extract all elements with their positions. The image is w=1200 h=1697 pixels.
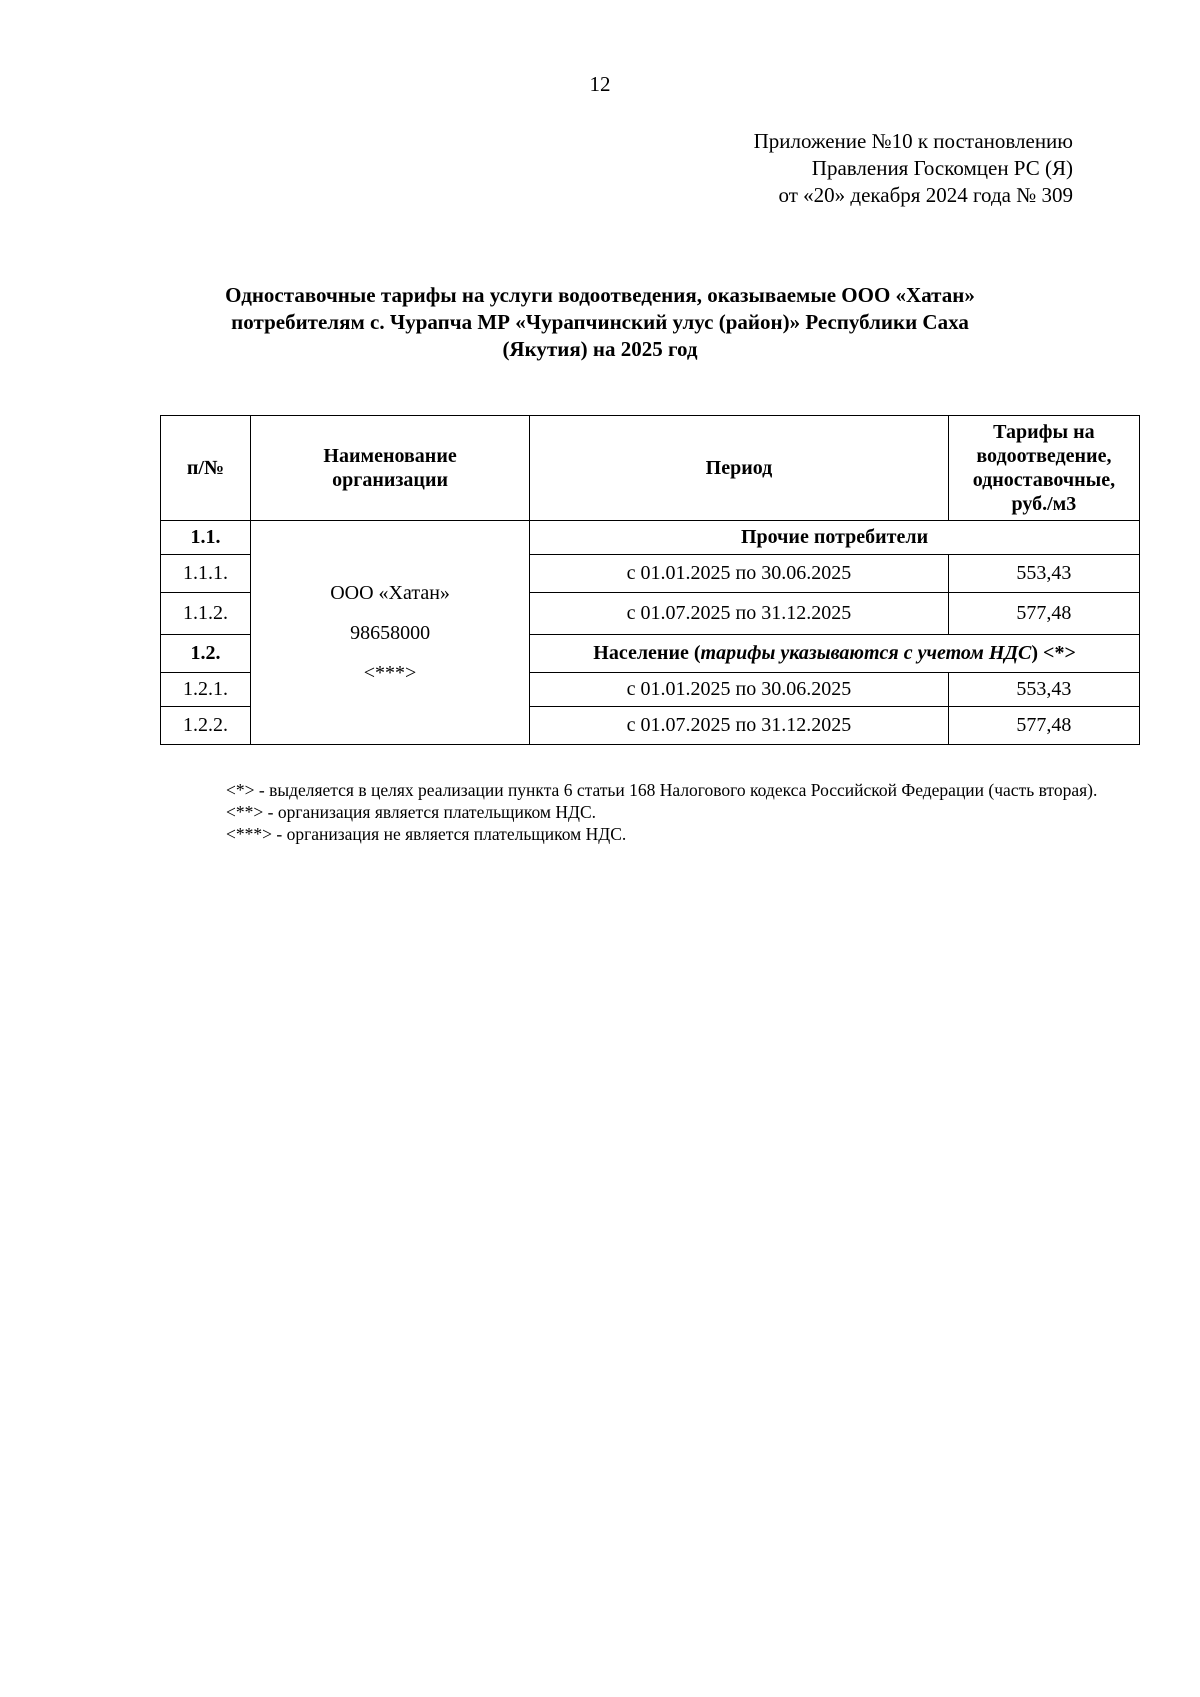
appendix-line-3: от «20» декабря 2024 года № 309 bbox=[778, 183, 1073, 207]
row-num: 1.1.1. bbox=[161, 555, 251, 593]
row-tariff: 553,43 bbox=[948, 673, 1139, 707]
title-line-2: потребителям с. Чурапча МР «Чурапчинский улус (район)» Республики Саха bbox=[231, 310, 969, 334]
row-period: с 01.01.2025 по 30.06.2025 bbox=[530, 673, 949, 707]
row-period: с 01.07.2025 по 31.12.2025 bbox=[530, 593, 949, 635]
row-tariff: 577,48 bbox=[948, 707, 1139, 745]
row-tariff: 553,43 bbox=[948, 555, 1139, 593]
page-number: 12 bbox=[589, 72, 611, 96]
table-row-section bbox=[161, 521, 1140, 555]
document-title bbox=[160, 282, 1040, 363]
title-line-1: Одноставочные тарифы на услуги водоотведения, оказываемые ООО «Хатан» bbox=[225, 283, 975, 307]
footnotes bbox=[170, 779, 1120, 845]
appendix-line-1: Приложение №10 к постановлению bbox=[753, 129, 1073, 153]
organization-code: 98658000 bbox=[350, 621, 431, 644]
row-num: 1.1.2. bbox=[161, 593, 251, 635]
footnote-3: <***> - организация не является плательщиком НДС. bbox=[226, 824, 627, 844]
section-label: Прочие потребители bbox=[530, 521, 1140, 555]
table-header-row bbox=[161, 416, 1140, 521]
row-period: с 01.07.2025 по 31.12.2025 bbox=[530, 707, 949, 745]
header-org-line-1: Наименование bbox=[323, 445, 457, 467]
header-tariff-line-2: водоотведение, bbox=[976, 445, 1112, 467]
header-tariff-line-4: руб./м3 bbox=[1011, 493, 1077, 515]
row-period: с 01.01.2025 по 30.06.2025 bbox=[530, 555, 949, 593]
appendix-reference bbox=[754, 128, 1073, 209]
section-label bbox=[530, 635, 1140, 673]
header-period: Период bbox=[530, 416, 949, 521]
header-tariff-line-3: одноставочные, bbox=[972, 469, 1116, 491]
section-label-end: ) <*> bbox=[1031, 642, 1076, 664]
section-num: 1.1. bbox=[161, 521, 251, 555]
title-line-3: (Якутия) на 2025 год bbox=[502, 337, 698, 361]
organization-cell bbox=[251, 521, 530, 745]
appendix-line-2: Правления Госкомцен РС (Я) bbox=[811, 156, 1073, 180]
section-num: 1.2. bbox=[161, 635, 251, 673]
section-label-main: Население ( bbox=[593, 642, 701, 664]
header-org-line-2: организации bbox=[332, 469, 448, 491]
footnote-2: <**> - организация является плательщиком НДС. bbox=[226, 802, 596, 822]
header-tariff bbox=[948, 416, 1139, 521]
header-num: п/№ bbox=[161, 416, 251, 521]
row-num: 1.2.1. bbox=[161, 673, 251, 707]
organization-mark: <***> bbox=[363, 661, 417, 684]
row-num: 1.2.2. bbox=[161, 707, 251, 745]
row-tariff: 577,48 bbox=[948, 593, 1139, 635]
section-label-italic: тарифы указываются с учетом НДС bbox=[700, 642, 1032, 664]
header-organization bbox=[251, 416, 530, 521]
footnote-1: <*> - выделяется в целях реализации пункта 6 статьи 168 Налогового кодекса Российской Федерации (часть вторая). bbox=[226, 780, 1098, 800]
header-tariff-line-1: Тарифы на bbox=[993, 421, 1095, 443]
organization-name: ООО «Хатан» bbox=[330, 581, 450, 604]
tariff-table bbox=[160, 415, 1140, 745]
